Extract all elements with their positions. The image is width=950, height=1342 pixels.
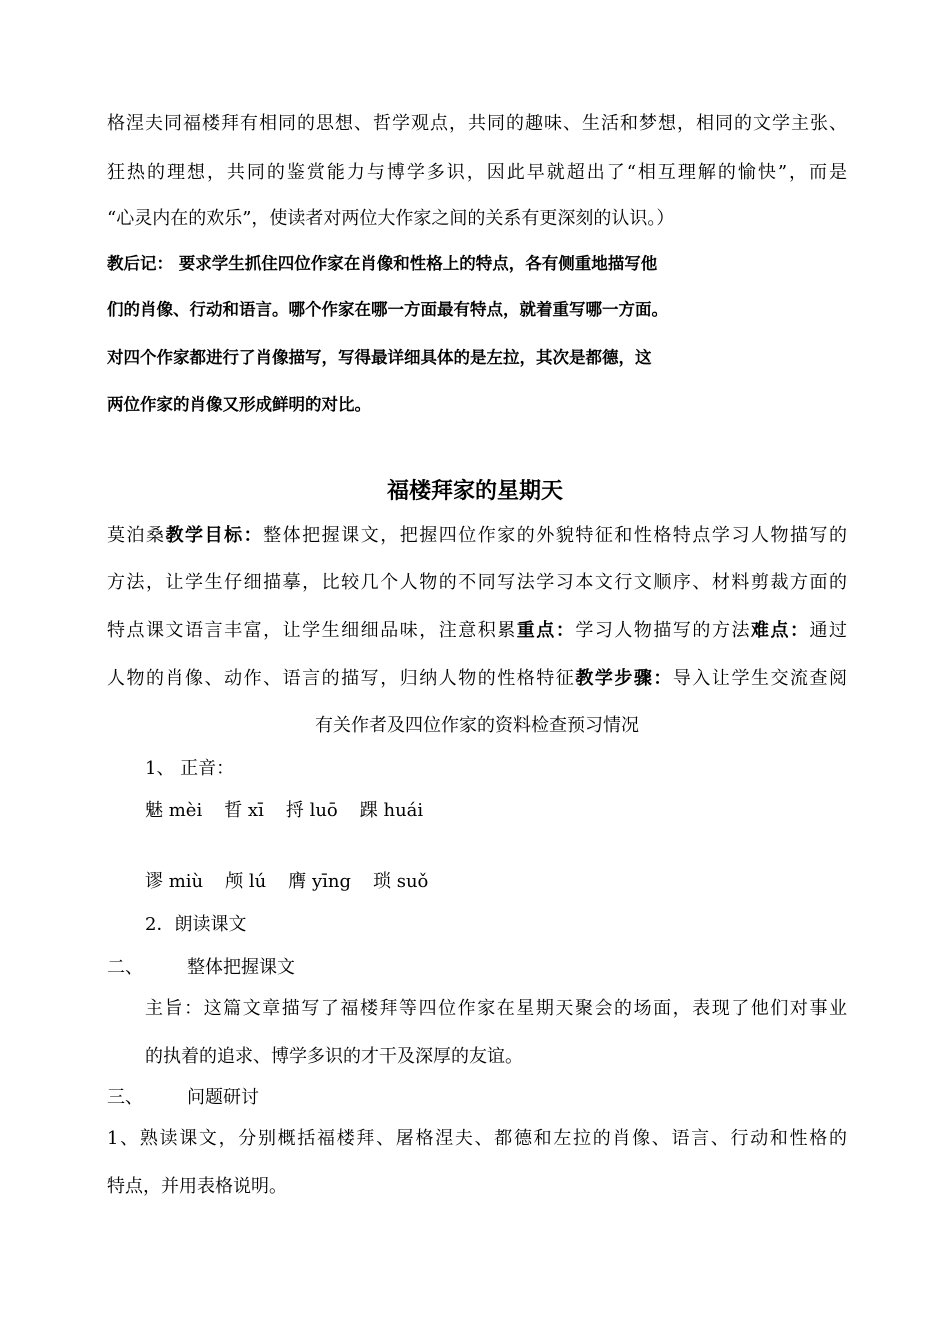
label-teaching-steps: 教学步骤：: [575, 668, 673, 689]
label-teaching-goal: 教学目标：: [165, 525, 264, 546]
steps-text: 导入让学生交流查阅: [672, 668, 848, 689]
question-1-line-1: 1、熟读课文，分别概括福楼拜、屠格涅夫、都德和左拉的肖像、语言、行动和性格的: [107, 1128, 847, 1149]
pinyin-item: 谬 miù: [145, 871, 204, 892]
objectives-line-5: 有关作者及四位作家的资料检查预习情况: [315, 715, 639, 736]
objectives-line-3: [107, 619, 847, 643]
postnote-line-2: 们的肖像、行动和语言。哪个作家在哪一方面最有特点，就着重写哪一方面。: [107, 300, 668, 319]
pronunciation-row-1: [145, 799, 885, 823]
key-point-text: 学习人物描写的方法: [575, 620, 751, 641]
objectives-text-3: 特点课文语言丰富，让学生细细品味，注意积累: [107, 620, 517, 641]
section-2-label: 整体把握课文: [187, 957, 295, 978]
objectives-line-2: 方法，让学生仔细描摹，比较几个人物的不同写法学习本文行文顺序、材料剪裁方面的: [107, 572, 847, 593]
reading-step: 2．朗读课文: [145, 914, 247, 935]
pinyin-item: 膺 yīng: [288, 871, 351, 892]
pinyin-item: 捋 luō: [285, 800, 338, 821]
pinyin-item: 魅 mèi: [145, 800, 203, 821]
label-key-point: 重点：: [516, 620, 576, 641]
objectives-line-1: [107, 524, 847, 548]
postnote-line-4: 两位作家的肖像又形成鲜明的对比。: [107, 395, 371, 414]
label-difficulty: 难点：: [750, 620, 810, 641]
pinyin-item: 琐 suǒ: [372, 871, 429, 892]
section-3-heading: [107, 1086, 847, 1110]
postnote-line-3: 对四个作家都进行了肖像描写，写得最详细具体的是左拉，其次是都德，这: [107, 348, 652, 367]
postnote-line-1: 教后记： 要求学生抓住四位作家在肖像和性格上的特点，各有侧重地描写他: [107, 254, 658, 273]
difficulty-text: 人物的肖像、动作、语言的描写，归纳人物的性格特征: [107, 668, 576, 689]
intro-line-3: “心灵内在的欢乐”，使读者对两位大作家之间的关系有更深刻的认识。）: [107, 208, 675, 229]
pinyin-item: 晢 xī: [224, 800, 264, 821]
intro-line-1: 格涅夫同福楼拜有相同的思想、哲学观点，共同的趣味、生活和梦想，相同的文学主张、: [107, 113, 847, 134]
author-name: 莫泊桑: [107, 525, 166, 546]
section-2-number: 二、: [107, 957, 143, 978]
section-3-number: 三、: [107, 1087, 143, 1108]
pronunciation-heading: 1、 正音：: [145, 758, 235, 779]
objectives-text: 整体把握课文，把握四位作家的外貌特征和性格特点学习人物描写的: [263, 525, 848, 546]
pronunciation-row-2: [145, 870, 885, 894]
difficulty-text-start: 通过: [809, 620, 848, 641]
intro-line-2: 狂热的理想，共同的鉴赏能力与博学多识，因此早就超出了“相互理解的愉快”，而是: [107, 162, 847, 183]
question-1-line-2: 特点，并用表格说明。: [107, 1176, 287, 1197]
theme-line-2: 的执着的追求、博学多识的才干及深厚的友谊。: [145, 1046, 523, 1067]
pinyin-item: 颅 lú: [225, 871, 267, 892]
objectives-line-4: [107, 667, 847, 691]
pinyin-item: 踝 huái: [359, 800, 424, 821]
theme-line-1: 主旨：这篇文章描写了福楼拜等四位作家在星期天聚会的场面，表现了他们对事业: [145, 998, 847, 1019]
article-title: 福楼拜家的星期天: [386, 479, 563, 504]
section-3-label: 问题研讨: [187, 1087, 259, 1108]
section-2-heading: [107, 956, 847, 980]
